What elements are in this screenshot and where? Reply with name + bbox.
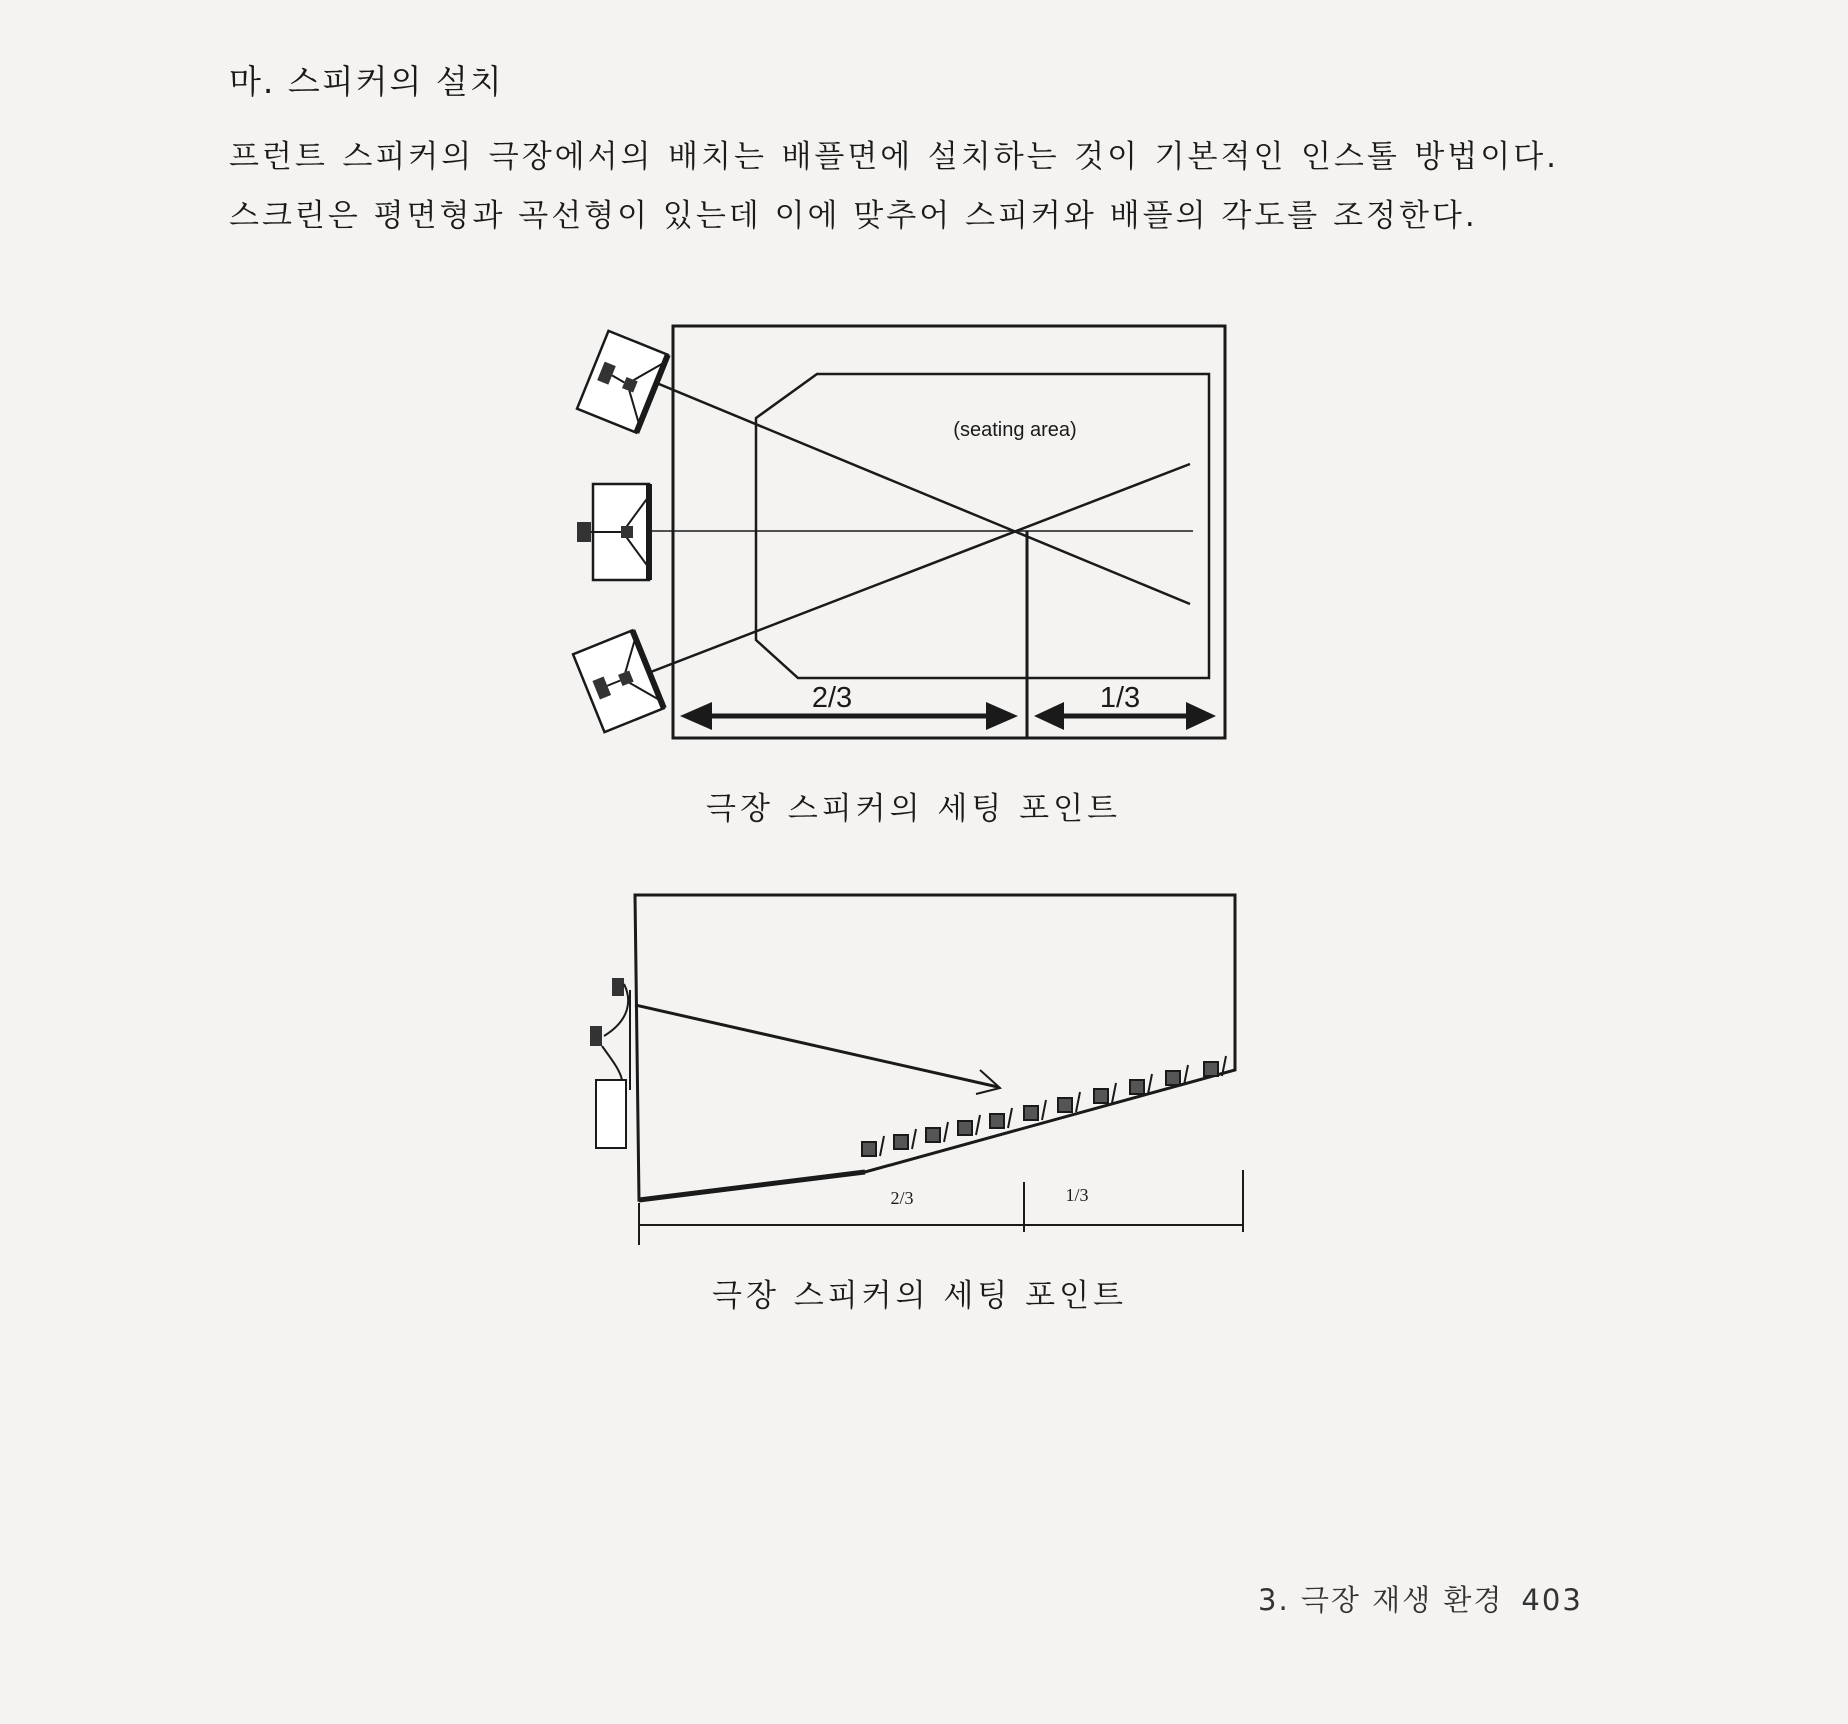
two-thirds-label: 2/3 (890, 1188, 914, 1208)
one-third-label: 1/3 (1099, 682, 1141, 714)
seating-area-label: (seating area) (953, 419, 1077, 441)
two-thirds-label: 2/3 (811, 682, 853, 714)
figure2-caption: 극장 스피커의 세팅 포인트 (712, 1278, 1127, 1314)
speaker-plan-diagram (560, 310, 1260, 750)
top-speaker-aim-line (630, 372, 1190, 604)
speaker-section-diagram (560, 870, 1260, 1260)
figure1-caption: 극장 스피커의 세팅 포인트 (706, 791, 1121, 827)
speaker-left-top-icon (577, 331, 668, 433)
bottom-speaker-aim-line (630, 464, 1190, 680)
body-paragraph: 프런트 스피커의 극장에서의 배치는 배플면에 설치하는 것이 기본적인 인스톨 방법이다. 스크린은 평면형과 곡선형이 있는데 이에 맞추어 스피커와 배플의 각도를 조정한다. (229, 139, 1559, 234)
room-profile (635, 895, 1235, 1200)
one-third-label: 1/3 (1065, 1185, 1089, 1205)
page-footer (1258, 1578, 1601, 1619)
speaker-center-icon (577, 484, 649, 580)
floor-slope (639, 1172, 865, 1200)
aim-line (635, 1005, 998, 1087)
wall-speaker-icon (590, 978, 630, 1148)
seats-row (862, 1056, 1226, 1156)
section-title: 마. 스피커의 설치 (229, 62, 504, 101)
chapter-label: 3. 극장 재생 환경 (1258, 1583, 1504, 1617)
dimension-line (639, 1170, 1243, 1245)
speaker-left-bottom-icon (573, 630, 664, 732)
page-number: 403 (1521, 1583, 1583, 1617)
